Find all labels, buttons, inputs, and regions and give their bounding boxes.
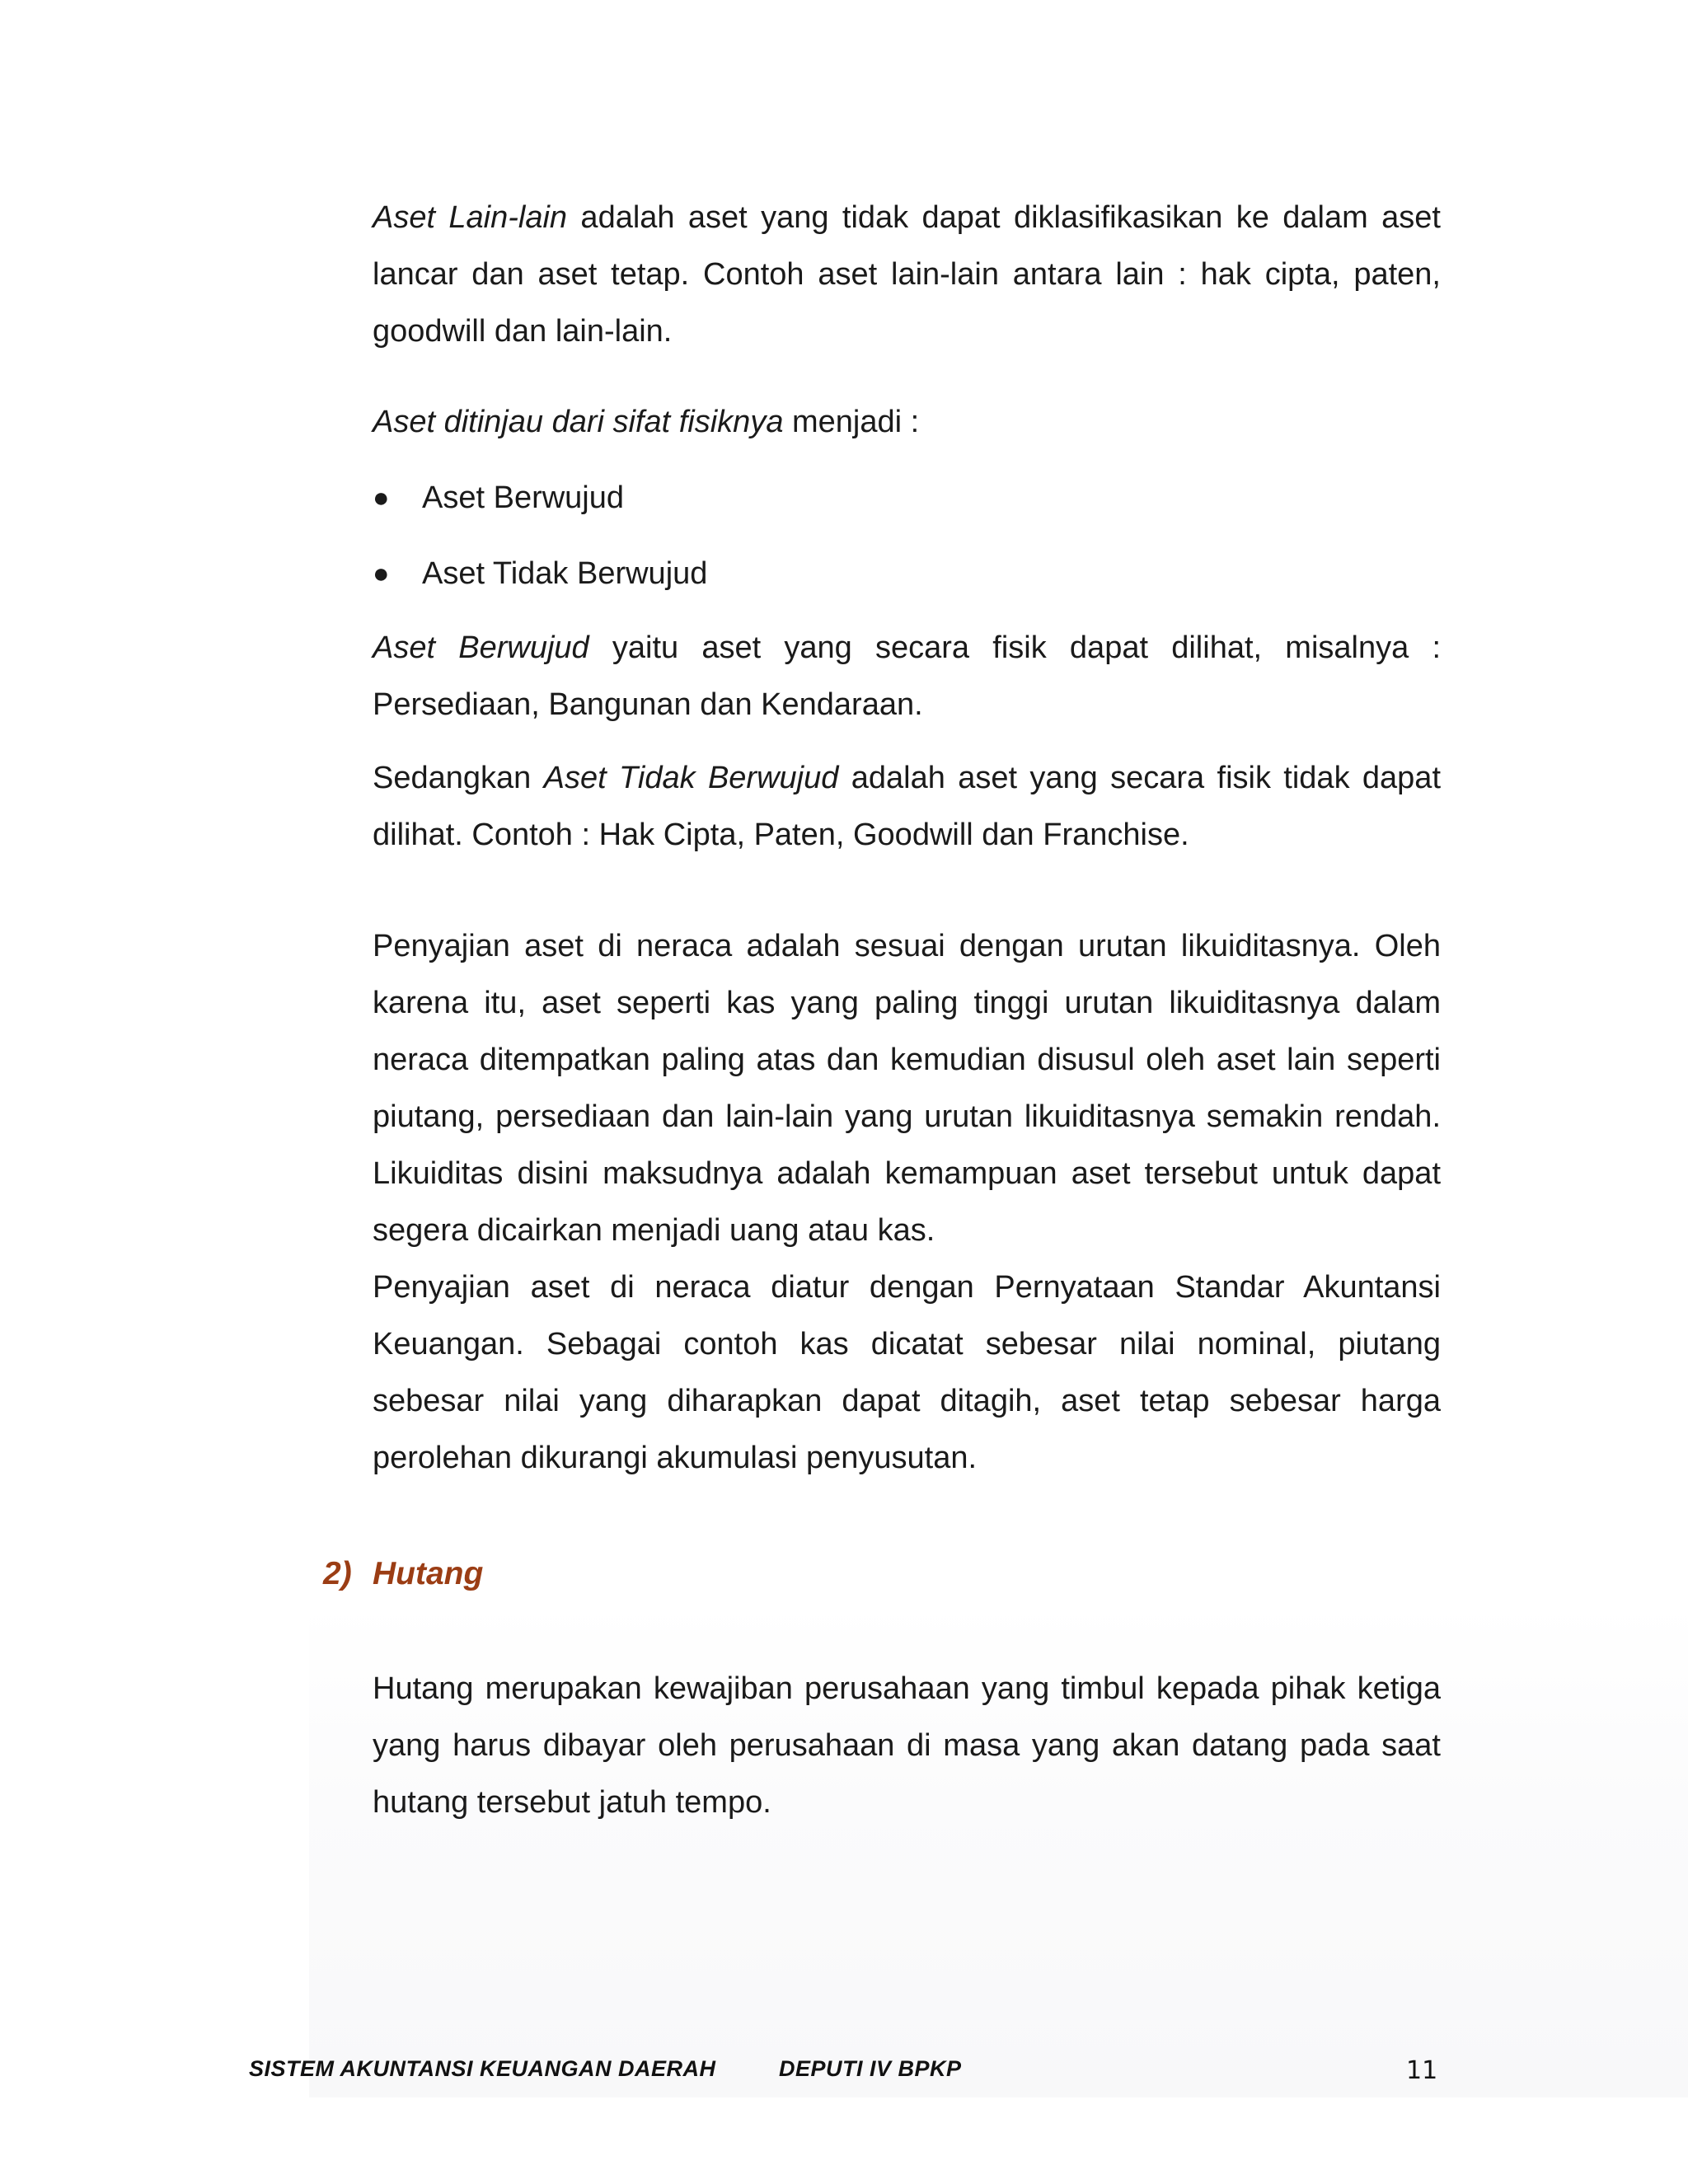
term-sifat-fisik: Aset ditinjau dari sifat fisiknya xyxy=(373,405,784,439)
paragraph-penyajian-2: Penyajian aset di neraca diatur dengan Pernyataan Standar Akuntansi Keuangan. Sebagai contoh kas dicatat sebesar nilai nominal, piutang sebesar nilai yang diharapkan dapat ditagih, aset tetap sebesar harga perolehan dikurangi akumulasi penyusutan. xyxy=(373,1270,1441,1475)
paragraph-sifat-fisik xyxy=(373,394,1441,451)
term-aset-berwujud: Aset Berwujud xyxy=(373,630,589,665)
paragraph-hutang: Hutang merupakan kewajiban perusahaan yang timbul kepada pihak ketiga yang harus dibayar oleh perusahaan di masa yang akan datang pada saat hutang tersebut jatuh tempo. xyxy=(373,1671,1441,1820)
footer-title: SISTEM AKUNTANSI KEUANGAN DAERAH xyxy=(249,2056,716,2081)
paragraph-aset-lain-lain xyxy=(373,190,1441,360)
paragraph-berwujud xyxy=(373,620,1441,733)
term-aset-tidak-berwujud: Aset Tidak Berwujud xyxy=(543,761,839,795)
paragraph-text: yaitu aset yang secara fisik dapat dilihat, misalnya : Persediaan, Bangunan dan Kendaraan. xyxy=(373,630,1441,722)
paragraph-prefix: Sedangkan xyxy=(373,761,544,795)
paragraph-tidak-berwujud xyxy=(373,750,1441,864)
list-item-label: Aset Berwujud xyxy=(422,480,625,515)
bullet-icon: ● xyxy=(373,482,390,513)
list-item-label: Aset Tidak Berwujud xyxy=(422,556,708,591)
paragraph-text: adalah aset yang tidak dapat diklasifikasikan ke dalam aset lancar dan aset tetap. Contoh aset lain-lain antara lain : hak cipta, paten, goodwill dan lain-lain. xyxy=(373,200,1441,349)
bullet-icon: ● xyxy=(373,558,390,589)
paragraph-penyajian-1: Penyajian aset di neraca adalah sesuai dengan urutan likuiditasnya. Oleh karena itu, aset seperti kas yang paling tinggi urutan likuiditasnya dalam neraca ditempatkan paling atas dan kemudian disusul oleh aset lain seperti piutang, persediaan dan lain-lain yang urutan likuiditasnya semakin rendah. Likuiditas disini maksudnya adalah kemampuan aset tersebut untuk dapat segera dicairkan menjadi uang atau kas. xyxy=(373,929,1441,1248)
paragraph-text: adalah aset yang secara fisik tidak dapat dilihat. Contoh : Hak Cipta, Paten, Goodwill dan Franchise. xyxy=(373,761,1442,852)
section-heading xyxy=(323,1545,483,1602)
paragraph-text: menjadi : xyxy=(783,405,920,439)
section-number: 2) xyxy=(323,1556,352,1591)
footer-publisher: DEPUTI IV BPKP xyxy=(779,2056,962,2081)
section-title: Hutang xyxy=(373,1556,484,1591)
term-aset-lain-lain: Aset Lain-lain xyxy=(373,200,568,235)
page-number: 11 xyxy=(1406,2056,1438,2085)
